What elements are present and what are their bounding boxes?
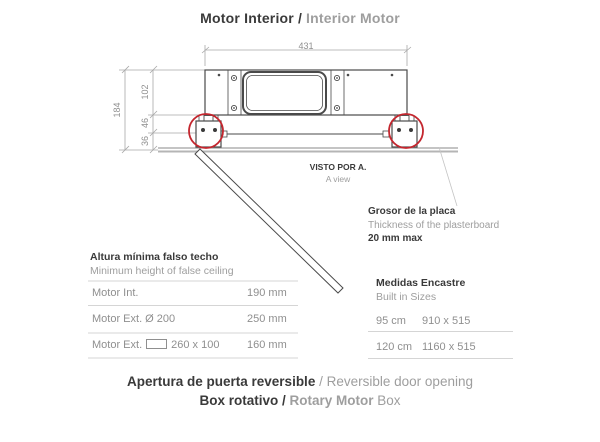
page-title-separator: /: [297, 10, 303, 26]
plasterboard-title-es: Grosor de la placa: [368, 206, 456, 217]
table-row: Motor Ext. Ø 200: [92, 313, 176, 325]
footer-line2-mid: Rotary Motor: [289, 393, 374, 408]
mounting-bracket-right: [392, 115, 417, 147]
dim-total-height-label: 184: [112, 102, 122, 118]
footer-line-2: [0, 393, 600, 408]
ceiling-table-title-es: Altura mínima falso techo: [90, 251, 219, 263]
builtin-table-header: [376, 276, 465, 304]
builtin-table-title-es: Medidas Encastre: [376, 277, 466, 289]
vent-opening-outer: [243, 72, 326, 114]
dim-width-label: 431: [298, 41, 314, 51]
page-title: [0, 10, 600, 26]
table-row-label-pre: Motor Ext.: [92, 339, 143, 351]
dim-recess-height-label: 36: [140, 136, 150, 147]
table-row-value: 160 mm: [247, 339, 287, 351]
table-row-value: 250 mm: [247, 313, 287, 325]
table-row: [92, 339, 219, 351]
footer-line1-es: Apertura de puerta reversible: [127, 374, 316, 389]
table-row-label-post: 260 x 100: [171, 339, 220, 351]
ceiling-table-header: [90, 250, 234, 278]
plasterboard-title-en: Thickness of the plasterboard: [368, 219, 500, 231]
table-row: Motor Int.: [92, 287, 139, 299]
plasterboard-value: 20 mm max: [368, 233, 423, 244]
view-label: [292, 161, 384, 185]
table-row-value: 910 x 515: [422, 315, 471, 327]
table-row-value: 190 mm: [247, 287, 287, 299]
mounting-bracket-left: [196, 115, 221, 147]
plaster-leader-line: [439, 147, 457, 206]
view-label-en: A view: [325, 174, 351, 184]
rectangle-icon: [146, 339, 167, 349]
table-row-value: 1160 x 515: [422, 341, 476, 353]
dim-bracket-height-label: 46: [140, 118, 150, 129]
footer-line2-es: Box rotativo /: [199, 393, 286, 408]
view-label-es: VISTO POR A.: [309, 162, 367, 172]
footer-line-1: [0, 374, 600, 389]
plasterboard-note: [368, 205, 499, 246]
builtin-table-title-en: Built in Sizes: [376, 291, 437, 303]
bottom-rail: [221, 131, 389, 137]
footer-line2-en: Box: [377, 393, 401, 408]
table-row: 120 cm: [376, 341, 413, 353]
footer-line1-separator: /: [319, 374, 323, 389]
ceiling-table-title-en: Minimum height of false ceiling: [90, 265, 234, 277]
table-row: 95 cm: [376, 315, 406, 327]
page-title-es: Motor Interior: [200, 10, 294, 26]
dim-body-height-label: 102: [140, 84, 150, 100]
footer-line1-en: Reversible door opening: [326, 374, 473, 389]
page-title-en: Interior Motor: [306, 10, 400, 26]
